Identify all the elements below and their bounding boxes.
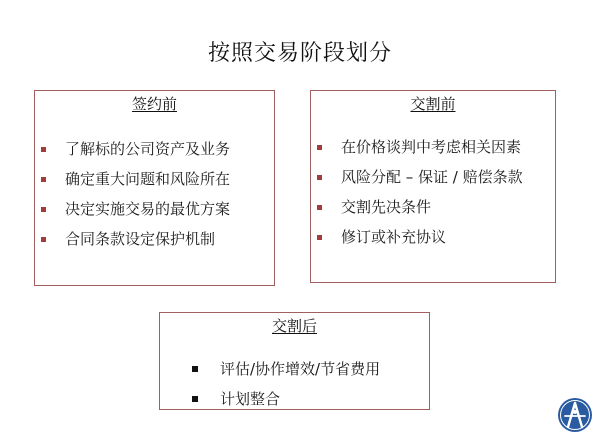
square-bullet-icon [192, 366, 198, 372]
post-closing-heading: 交割后 [271, 317, 317, 335]
pre-signing-heading: 签约前 [131, 95, 177, 113]
square-bullet-icon [41, 207, 46, 212]
square-bullet-icon [41, 147, 46, 152]
square-bullet-icon [317, 235, 322, 240]
post-closing-box: 交割后 评估/协作增效/节省费用 计划整合 [159, 312, 430, 410]
square-bullet-icon [192, 396, 198, 402]
pre-closing-heading: 交割前 [410, 95, 456, 113]
square-bullet-icon [41, 177, 46, 182]
pre-closing-box: 交割前 在价格谈判中考虑相关因素 风险分配 – 保证 / 赔偿条款 交割先决条件 修订或补充协议 [310, 90, 556, 283]
company-logo-icon [557, 397, 593, 433]
square-bullet-icon [317, 145, 322, 150]
page-title: 按照交易阶段划分 [207, 41, 392, 66]
square-bullet-icon [317, 205, 322, 210]
pre-signing-box: 签约前 了解标的公司资产及业务 确定重大问题和风险所在 决定实施交易的最优方案 合同条款设定保护机制 [34, 90, 275, 286]
square-bullet-icon [317, 175, 322, 180]
square-bullet-icon [41, 237, 46, 242]
